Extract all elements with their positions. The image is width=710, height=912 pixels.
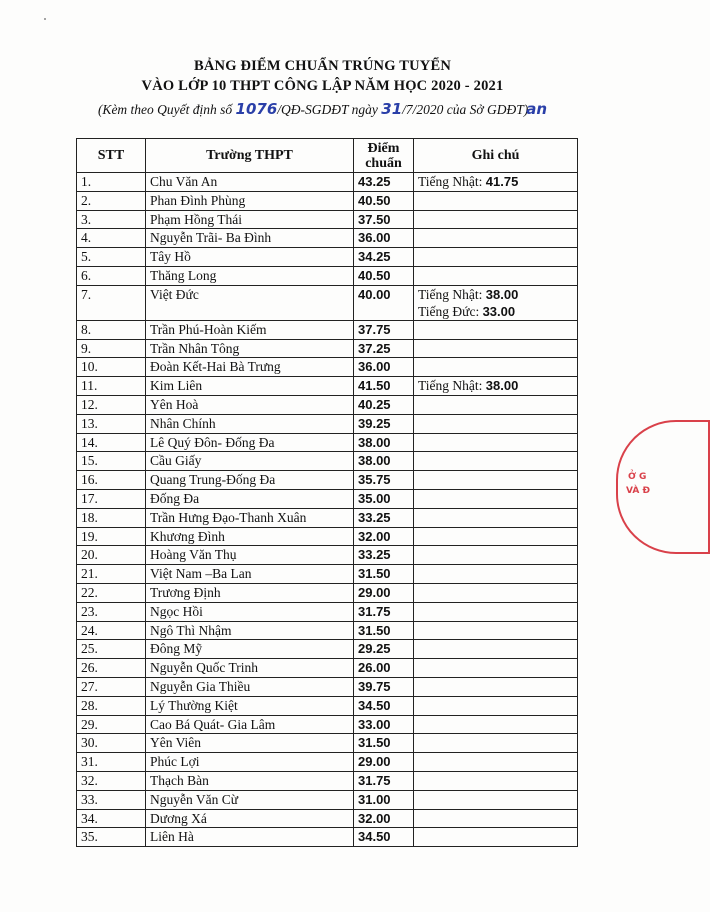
row-school: Chu Văn An [146, 173, 354, 192]
row-note [414, 677, 578, 696]
row-score: 40.50 [354, 191, 414, 210]
row-school: Đống Đa [146, 489, 354, 508]
row-score: 31.00 [354, 790, 414, 809]
row-school: Hoàng Văn Thụ [146, 546, 354, 565]
row-score: 31.75 [354, 602, 414, 621]
row-score: 36.00 [354, 358, 414, 377]
row-score: 39.75 [354, 677, 414, 696]
row-school: Đoàn Kết-Hai Bà Trưng [146, 358, 354, 377]
row-stt: 16. [77, 471, 146, 490]
note-line [418, 173, 573, 190]
note-value: 38.00 [485, 378, 519, 394]
row-note [414, 395, 578, 414]
note-line [418, 303, 573, 320]
table-row [77, 339, 578, 358]
row-note [414, 471, 578, 490]
table-row [77, 753, 578, 772]
table-row [77, 602, 578, 621]
row-stt: 2. [77, 191, 146, 210]
row-school: Lê Quý Đôn- Đống Đa [146, 433, 354, 452]
row-stt: 3. [77, 210, 146, 229]
table-row [77, 790, 578, 809]
row-score: 34.50 [354, 696, 414, 715]
row-stt: 24. [77, 621, 146, 640]
row-score: 32.00 [354, 527, 414, 546]
row-school: Trương Định [146, 583, 354, 602]
row-score: 31.50 [354, 565, 414, 584]
table-row [77, 229, 578, 248]
row-stt: 28. [77, 696, 146, 715]
row-stt: 14. [77, 433, 146, 452]
row-stt: 33. [77, 790, 146, 809]
row-stt: 26. [77, 659, 146, 678]
row-score: 40.25 [354, 395, 414, 414]
row-stt: 5. [77, 248, 146, 267]
row-stt: 35. [77, 828, 146, 847]
row-note [414, 414, 578, 433]
row-score: 36.00 [354, 229, 414, 248]
table-row [77, 771, 578, 790]
row-stt: 27. [77, 677, 146, 696]
row-score: 31.75 [354, 771, 414, 790]
row-school: Yên Hoà [146, 395, 354, 414]
row-school: Dương Xá [146, 809, 354, 828]
document-title-line1: BẢNG ĐIỂM CHUẨN TRÚNG TUYỂN [193, 58, 452, 74]
row-note [414, 602, 578, 621]
row-score: 35.75 [354, 471, 414, 490]
subtitle-suffix: /7/2020 của Sở GDĐT) [402, 102, 529, 117]
table-row [77, 696, 578, 715]
note-label: Tiếng Đức: [418, 303, 480, 319]
row-stt: 30. [77, 734, 146, 753]
table-row [77, 828, 578, 847]
row-note [414, 640, 578, 659]
table-row [77, 210, 578, 229]
score-table [76, 138, 578, 847]
row-note [414, 828, 578, 847]
table-row [77, 395, 578, 414]
header-score: Điểm chuẩn [354, 139, 414, 173]
scan-speck [44, 18, 46, 20]
official-seal [616, 420, 710, 554]
table-row [77, 320, 578, 339]
row-school: Phan Đình Phùng [146, 191, 354, 210]
seal-text-1: Ở G [628, 472, 647, 482]
row-score: 33.25 [354, 508, 414, 527]
row-stt: 12. [77, 395, 146, 414]
row-score: 35.00 [354, 489, 414, 508]
row-note [414, 266, 578, 285]
table-body [77, 173, 578, 847]
row-note [414, 285, 578, 320]
row-school: Ngọc Hồi [146, 602, 354, 621]
row-stt: 9. [77, 339, 146, 358]
row-stt: 11. [77, 377, 146, 396]
row-stt: 18. [77, 508, 146, 527]
row-note [414, 358, 578, 377]
row-stt: 15. [77, 452, 146, 471]
row-score: 33.00 [354, 715, 414, 734]
row-score: 29.00 [354, 583, 414, 602]
table-row [77, 809, 578, 828]
row-school: Khương Đình [146, 527, 354, 546]
note-value: 33.00 [482, 303, 516, 319]
row-score: 31.50 [354, 621, 414, 640]
table-row [77, 508, 578, 527]
row-stt: 25. [77, 640, 146, 659]
row-note [414, 696, 578, 715]
row-school: Liên Hà [146, 828, 354, 847]
row-score: 40.00 [354, 285, 414, 320]
row-school: Việt Nam –Ba Lan [146, 565, 354, 584]
table-row [77, 715, 578, 734]
row-note [414, 809, 578, 828]
row-note [414, 527, 578, 546]
note-label: Tiếng Nhật: [418, 286, 483, 302]
row-school: Ngô Thì Nhậm [146, 621, 354, 640]
row-stt: 6. [77, 266, 146, 285]
row-school: Trần Phú-Hoàn Kiếm [146, 320, 354, 339]
row-score: 39.25 [354, 414, 414, 433]
row-note [414, 320, 578, 339]
seal-text-2: VÀ Đ [626, 486, 650, 496]
row-stt: 32. [77, 771, 146, 790]
row-score: 43.25 [354, 173, 414, 192]
row-note [414, 489, 578, 508]
table-row [77, 527, 578, 546]
table-row [77, 677, 578, 696]
row-stt: 4. [77, 229, 146, 248]
row-note [414, 771, 578, 790]
table-row [77, 173, 578, 192]
row-school: Cầu Giấy [146, 452, 354, 471]
row-score: 34.25 [354, 248, 414, 267]
decision-reference [0, 100, 645, 118]
row-score: 33.25 [354, 546, 414, 565]
table-row [77, 433, 578, 452]
handwritten-initials: an [526, 100, 548, 118]
table-row [77, 489, 578, 508]
table-row [77, 377, 578, 396]
header-stt: STT [77, 139, 146, 173]
table-row [77, 546, 578, 565]
table-row [77, 358, 578, 377]
row-note [414, 173, 578, 192]
document-title-line2: VÀO LỚP 10 THPT CÔNG LẬP NĂM HỌC 2020 - 2021 [141, 78, 504, 94]
row-score: 37.25 [354, 339, 414, 358]
row-school: Tây Hồ [146, 248, 354, 267]
table-row [77, 452, 578, 471]
row-school: Trần Hưng Đạo-Thanh Xuân [146, 508, 354, 527]
row-stt: 7. [77, 285, 146, 320]
row-note [414, 229, 578, 248]
row-stt: 13. [77, 414, 146, 433]
row-score: 31.50 [354, 734, 414, 753]
row-school: Phạm Hồng Thái [146, 210, 354, 229]
row-stt: 1. [77, 173, 146, 192]
row-stt: 31. [77, 753, 146, 772]
row-stt: 34. [77, 809, 146, 828]
handwritten-decision-number: 1076 [235, 100, 278, 118]
table-header-row [77, 139, 578, 173]
row-score: 29.25 [354, 640, 414, 659]
row-stt: 8. [77, 320, 146, 339]
row-note [414, 452, 578, 471]
table-row [77, 583, 578, 602]
row-school: Lý Thường Kiệt [146, 696, 354, 715]
row-note [414, 248, 578, 267]
row-note [414, 191, 578, 210]
note-value: 41.75 [485, 174, 519, 189]
row-note [414, 210, 578, 229]
row-note [414, 621, 578, 640]
row-stt: 19. [77, 527, 146, 546]
row-school: Thạch Bàn [146, 771, 354, 790]
row-stt: 22. [77, 583, 146, 602]
row-note [414, 734, 578, 753]
note-label: Tiếng Nhật: [418, 174, 483, 189]
subtitle-prefix: (Kèm theo Quyết định số [97, 102, 236, 117]
row-school: Cao Bá Quát- Gia Lâm [146, 715, 354, 734]
row-stt: 23. [77, 602, 146, 621]
row-school: Việt Đức [146, 285, 354, 320]
row-note [414, 659, 578, 678]
table-row [77, 640, 578, 659]
row-note [414, 433, 578, 452]
row-note [414, 715, 578, 734]
header-school: Trường THPT [146, 139, 354, 173]
row-school: Yên Viên [146, 734, 354, 753]
subtitle-mid: /QĐ-SGDĐT ngày [277, 102, 382, 117]
row-stt: 10. [77, 358, 146, 377]
row-score: 38.00 [354, 433, 414, 452]
row-stt: 29. [77, 715, 146, 734]
row-note [414, 546, 578, 565]
header-note: Ghi chú [414, 139, 578, 173]
row-school: Nguyễn Quốc Trinh [146, 659, 354, 678]
table-row [77, 659, 578, 678]
handwritten-day: 31 [381, 100, 403, 118]
row-school: Nhân Chính [146, 414, 354, 433]
row-stt: 17. [77, 489, 146, 508]
row-score: 26.00 [354, 659, 414, 678]
table-row [77, 734, 578, 753]
row-note [414, 339, 578, 358]
row-school: Nguyễn Trãi- Ba Đình [146, 229, 354, 248]
table-row [77, 621, 578, 640]
note-label: Tiếng Nhật: [418, 378, 483, 394]
table-row [77, 414, 578, 433]
table-row [77, 285, 578, 320]
row-school: Nguyễn Văn Cừ [146, 790, 354, 809]
row-note [414, 790, 578, 809]
table-row [77, 266, 578, 285]
row-score: 38.00 [354, 452, 414, 471]
row-score: 29.00 [354, 753, 414, 772]
table-row [77, 565, 578, 584]
row-note [414, 508, 578, 527]
note-line [418, 377, 573, 394]
row-school: Trần Nhân Tông [146, 339, 354, 358]
note-value: 38.00 [485, 286, 519, 302]
table-row [77, 471, 578, 490]
row-score: 41.50 [354, 377, 414, 396]
table-row [77, 191, 578, 210]
row-school: Quang Trung-Đống Đa [146, 471, 354, 490]
row-note [414, 377, 578, 396]
row-note [414, 583, 578, 602]
table-row [77, 248, 578, 267]
row-score: 37.50 [354, 210, 414, 229]
row-score: 34.50 [354, 828, 414, 847]
row-stt: 20. [77, 546, 146, 565]
note-line [418, 286, 573, 303]
row-school: Nguyễn Gia Thiều [146, 677, 354, 696]
row-note [414, 565, 578, 584]
row-school: Thăng Long [146, 266, 354, 285]
row-school: Kim Liên [146, 377, 354, 396]
row-score: 40.50 [354, 266, 414, 285]
row-score: 37.75 [354, 320, 414, 339]
row-score: 32.00 [354, 809, 414, 828]
row-school: Phúc Lợi [146, 753, 354, 772]
row-school: Đông Mỹ [146, 640, 354, 659]
row-stt: 21. [77, 565, 146, 584]
row-note [414, 753, 578, 772]
